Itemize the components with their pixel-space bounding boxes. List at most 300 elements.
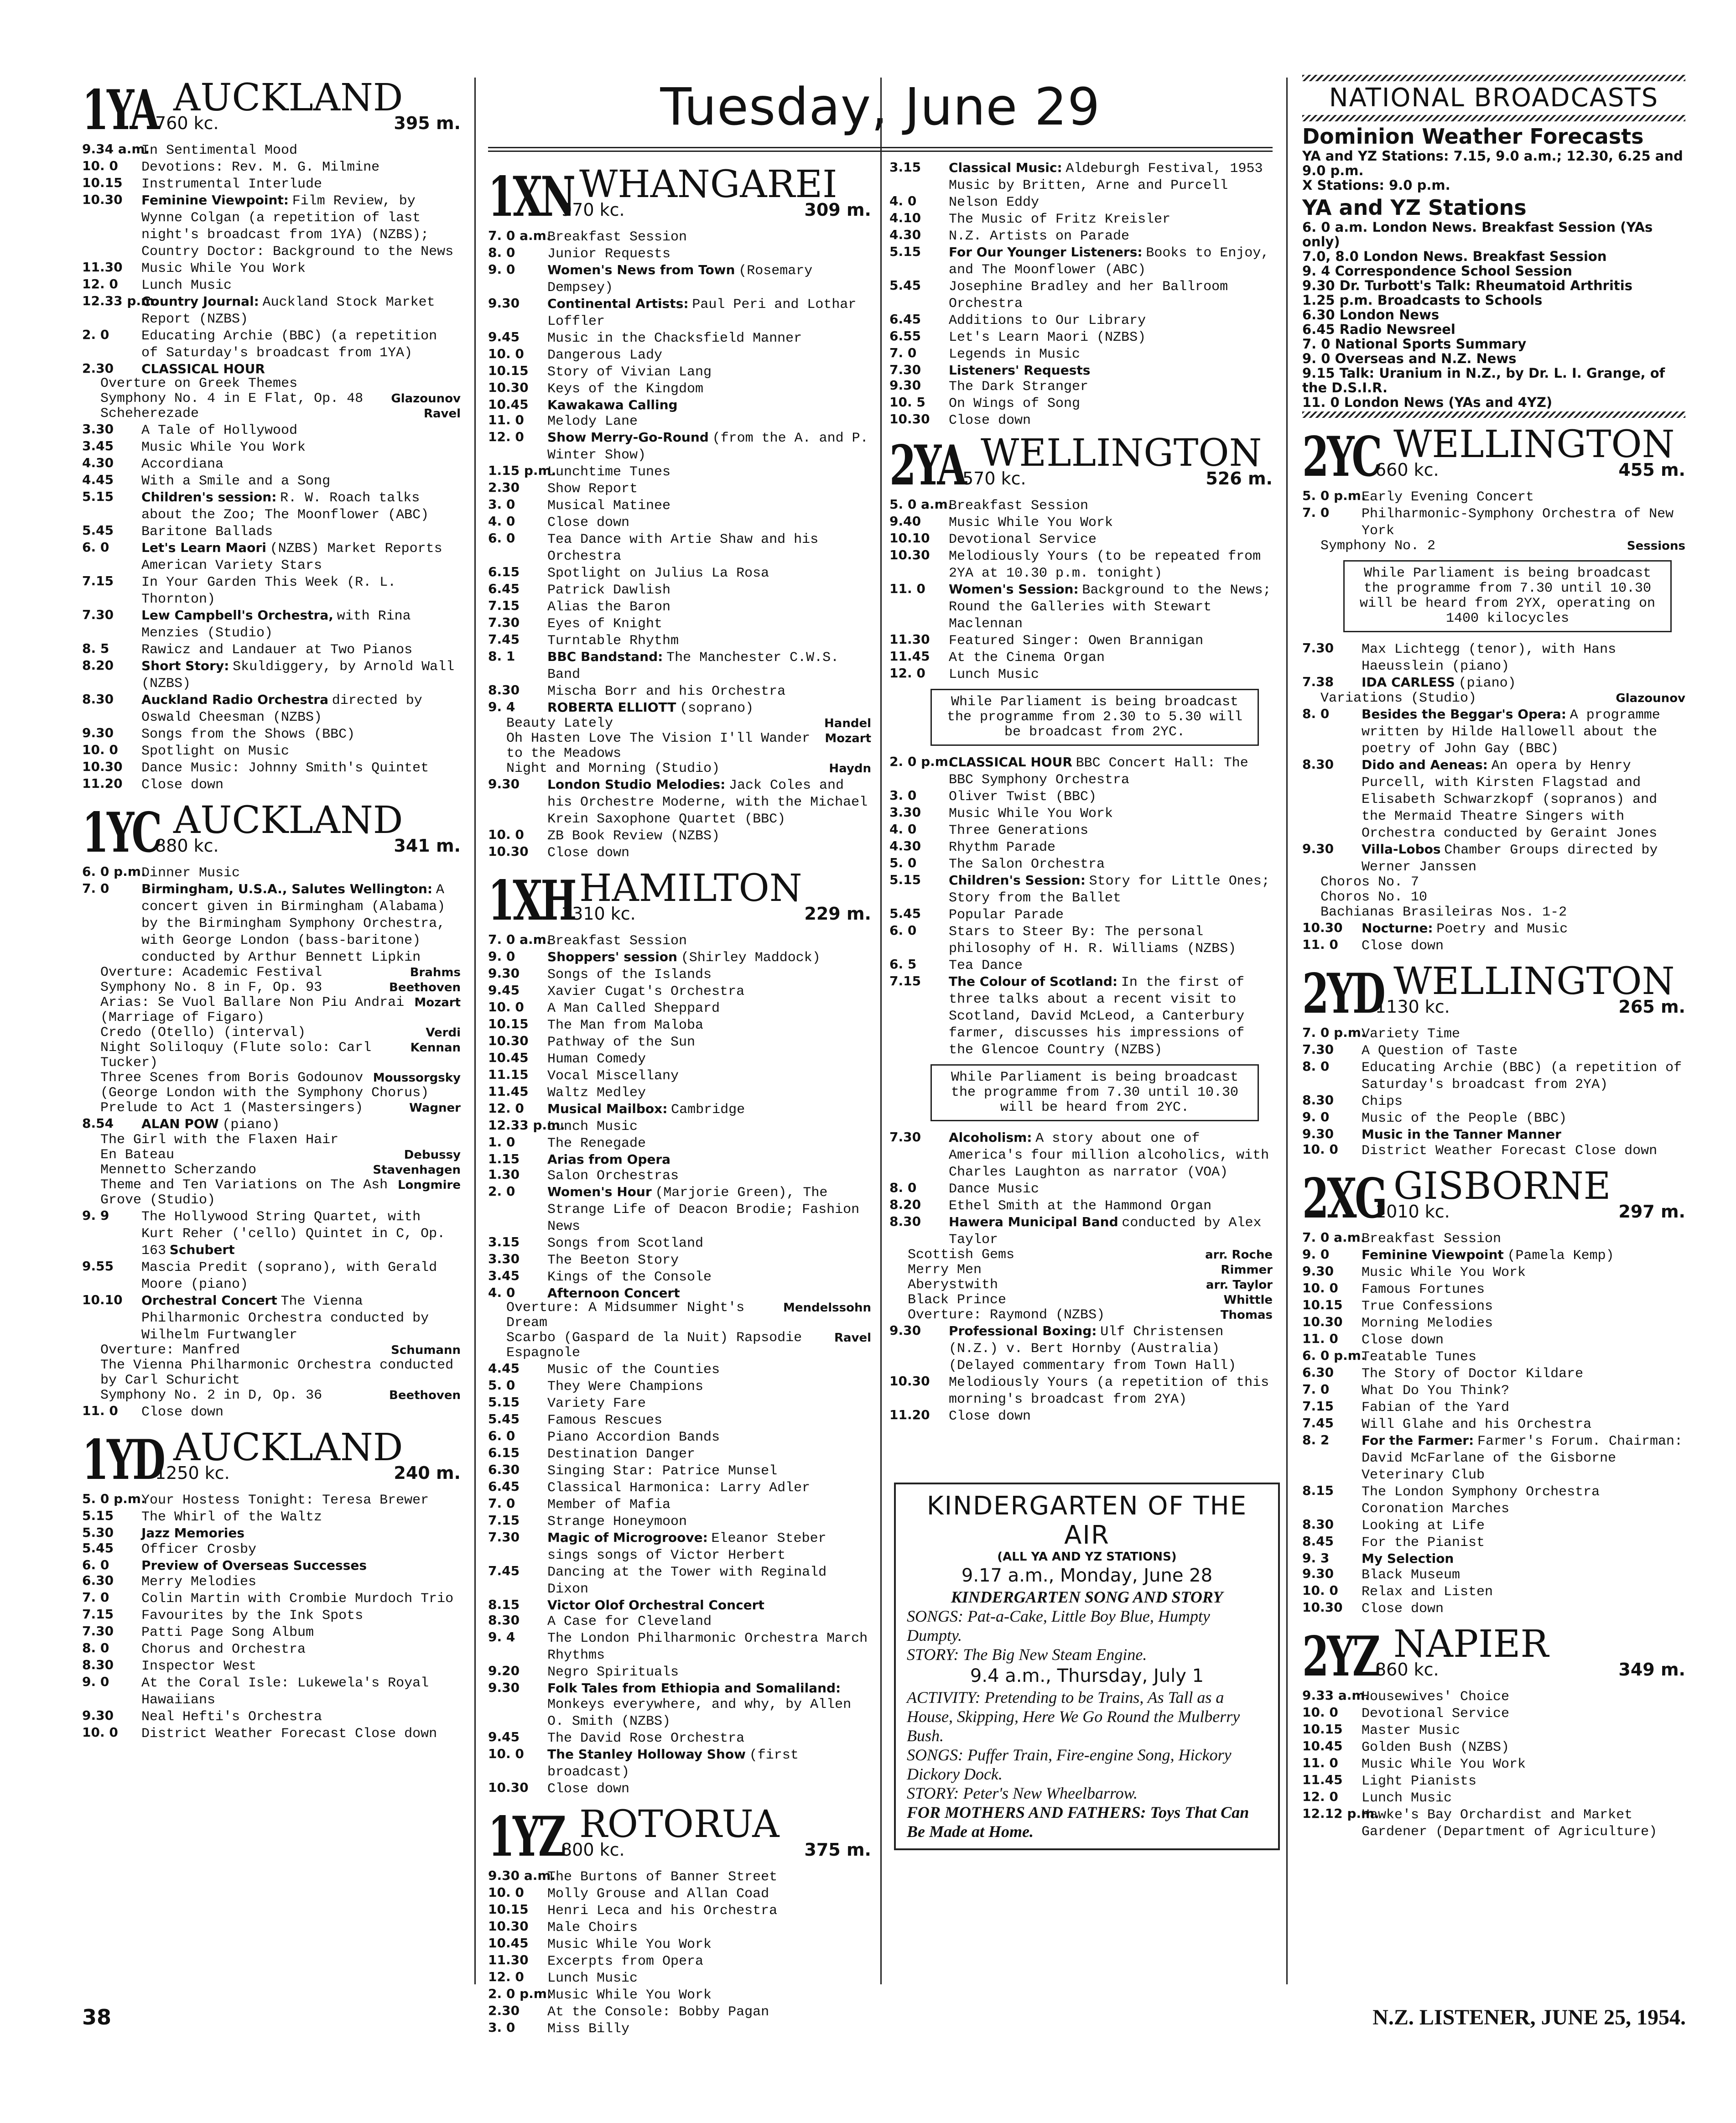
program-entry (889, 362, 1273, 378)
program-time: 6.45 (889, 312, 921, 327)
program-title: Theme and Ten Variations on The Ash Grove (Studio) (100, 1177, 388, 1208)
program-description: Featured Singer: Owen Brannigan (949, 633, 1204, 649)
program-time: 10. 0 (1302, 1280, 1338, 1296)
program-description: London News (1339, 307, 1440, 323)
program-entry (1302, 1688, 1685, 1705)
station-frequency: 760 kc. (155, 113, 219, 133)
program-description: The Salon Orchestra (949, 857, 1105, 872)
program-entry (488, 983, 871, 999)
program-entry (1302, 488, 1685, 505)
program-description: Close down (1362, 1332, 1444, 1348)
program-description: Educating Archie (BBC) (a repetition of Saturday's broadcast from 2YA) (1362, 1060, 1682, 1093)
program-entry (488, 1729, 871, 1746)
program-entry (82, 1674, 461, 1708)
program-description: Negro Spirituals (547, 1665, 679, 1680)
program-entry (488, 649, 871, 682)
station-callsign: 1YZ (488, 1805, 565, 1869)
program-time: 3. 0 (889, 788, 917, 803)
composer: Debussy (404, 1148, 461, 1162)
program-time: 7.30 (889, 1129, 921, 1145)
program-sub-line (1302, 691, 1685, 706)
program-title: Oh Hasten Love The Vision I'll Wander to the Meadows (506, 731, 811, 761)
program-description: Background to the News; Round the Galleries with Stewart Maclennan (949, 583, 1271, 632)
program-description: Alias the Baron (547, 599, 671, 615)
program-entry (1302, 1280, 1685, 1297)
program-time: 8. 5 (82, 641, 109, 656)
station-wavelength: 309 m. (804, 200, 871, 220)
kindergarten-date-1: 9.17 a.m., Monday, June 28 (961, 1565, 1213, 1586)
program-description: Songs from the Shows (BBC) (141, 727, 355, 742)
program-time: 11. 0 (1302, 395, 1340, 410)
program-title-bold: The Colour of Scotland: (949, 974, 1118, 989)
program-time: 7.15 (488, 1513, 520, 1528)
program-title-bold: Auckland Radio Orchestra (141, 692, 329, 707)
station-header (488, 1800, 871, 1868)
program-entry (889, 906, 1273, 923)
program-sub-line (488, 1301, 871, 1331)
weather-line: YA and YZ Stations: 7.15, 9.0 a.m.; 12.30, 6.25 and 9.0 p.m. (1302, 148, 1683, 178)
national-entry (1302, 337, 1685, 351)
program-entry (488, 932, 871, 949)
program-sub-line (1302, 905, 1685, 920)
program-time: 6.15 (488, 564, 520, 579)
column-rule (474, 78, 476, 1984)
program-time: 9.30 a.m. (488, 1868, 556, 1883)
program-entry (1302, 1025, 1685, 1042)
program-entry (82, 864, 461, 881)
program-entry (488, 699, 871, 716)
program-time: 10.10 (82, 1292, 123, 1307)
program-description: London News (YAs and 4YZ) (1344, 395, 1553, 410)
program-time: 11.20 (889, 1407, 930, 1422)
column-1 (82, 73, 461, 1744)
composer: Moussorgsky (373, 1071, 461, 1085)
program-description: A story about one of America's four million alcoholics, with Charles Laughton as narrator (VOA) (949, 1131, 1269, 1180)
program-description: Books to Enjoy, and The Moonflower (ABC) (949, 245, 1269, 278)
program-entry (82, 742, 461, 759)
program-time: 3.15 (889, 160, 921, 175)
program-entry (488, 1868, 871, 1885)
station-block (488, 1800, 871, 2037)
program-time: 10.15 (1302, 1722, 1343, 1737)
program-time: 11.45 (488, 1084, 529, 1099)
program-description: Dangerous Lady (547, 348, 663, 363)
program-description: Let's Learn Maori (NZBS) (949, 330, 1146, 345)
program-description: Aldeburgh Festival, 1953 Music by Britten, Arne and Purcell (949, 161, 1263, 193)
program-entry (488, 1986, 871, 2003)
program-title: Symphony No. 2 in D, Op. 36 (100, 1388, 322, 1403)
program-entry (82, 158, 461, 175)
program-time: 5. 0 a.m. (889, 497, 953, 512)
program-time: 10.30 (488, 844, 529, 859)
program-entry (82, 759, 461, 776)
program-entry (82, 421, 461, 438)
station-city: WELLINGTON (981, 432, 1262, 475)
program-entry (889, 957, 1273, 973)
program-description: A Man Called Sheppard (547, 1001, 720, 1016)
program-entry (488, 1101, 871, 1118)
page-number: 38 (82, 2005, 112, 2029)
station-block (82, 1423, 461, 1742)
national-entry (1302, 366, 1685, 395)
program-entry (82, 361, 461, 376)
program-entry (488, 296, 871, 329)
program-title: Symphony No. 4 in E Flat, Op. 48 (100, 391, 364, 406)
program-time: 7. 0 p.m. (1302, 1025, 1366, 1040)
program-description: The London Philharmonic Orchestra March Rhythms (547, 1631, 868, 1663)
program-time: 1.15 p.m. (488, 463, 556, 478)
program-time: 2. 0 (82, 327, 109, 342)
program-time: 6.30 (488, 1462, 520, 1477)
program-entry (82, 658, 461, 692)
station-frequency: 860 kc. (1375, 1660, 1439, 1680)
program-description: Music While You Work (1362, 1265, 1526, 1280)
program-description: Dancing at the Tower with Reginald Dixon (547, 1565, 827, 1597)
program-title-bold: Short Story: (141, 658, 229, 673)
program-description: Vocal Miscellany (547, 1068, 679, 1084)
station-frequency: 1310 kc. (561, 904, 636, 924)
program-sub-line (1302, 875, 1685, 890)
program-description: Breakfast Session (547, 933, 687, 949)
program-time: 6. 0 (82, 1557, 109, 1572)
program-title: En Bateau (100, 1147, 175, 1163)
program-time: 9.33 a.m. (1302, 1688, 1370, 1703)
program-title: Overture: A Midsummer Night's Dream (506, 1300, 745, 1331)
station-frequency: 970 kc. (561, 200, 625, 220)
program-title-bold: Folk Tales from Ethiopia and Somaliland: (547, 1681, 841, 1696)
program-entry (488, 1378, 871, 1395)
program-description: Chorus and Orchestra (141, 1642, 306, 1657)
kindergarten-line: SONGS: Puffer Train, Fire-engine Song, Hickory Dickory Dock. (907, 1746, 1232, 1783)
program-description: Pathway of the Sun (547, 1035, 696, 1050)
program-description: Popular Parade (949, 907, 1064, 923)
program-time: 9. 0 (1302, 1109, 1330, 1124)
program-entry (82, 1640, 461, 1657)
program-description: Miss Billy (547, 2021, 630, 2037)
program-time: 6. 0 (889, 923, 917, 938)
program-entry (82, 293, 461, 327)
program-entry (82, 1259, 461, 1292)
composer: Ravel (423, 407, 461, 421)
program-description: In the first of three talks about a recent visit to Scotland, David McLeod, a Canterbury farmer, discusses his impressions of the Glencoe Country (NZBS) (949, 975, 1245, 1058)
program-description: At the Coral Isle: Lukewela's Royal Hawaiians (141, 1676, 429, 1708)
program-entry (1302, 1109, 1685, 1126)
column-4 (1302, 73, 1685, 1842)
program-time: 1. 0 (488, 1134, 515, 1150)
program-description: Officer Crosby (141, 1542, 257, 1557)
program-description: Educating Archie (BBC) (a repetition of Saturday's broadcast from 1YA) (141, 328, 437, 361)
program-description: Breakfast Session (1362, 1231, 1502, 1247)
program-entry (82, 175, 461, 192)
composer: Glazounov (391, 392, 461, 406)
program-time: 12. 0 (889, 666, 925, 681)
program-entry (889, 227, 1273, 244)
program-description: The Vienna Philharmonic Orchestra conducted by Wilhelm Furtwangler (141, 1294, 429, 1343)
program-time: 7.45 (1302, 1415, 1334, 1431)
program-entry (82, 523, 461, 540)
program-time: 11.20 (82, 776, 123, 791)
program-description: The Story of Doctor Kildare (1362, 1366, 1584, 1382)
program-time: 9.30 (1302, 1566, 1334, 1581)
program-time: 10.15 (1302, 1297, 1343, 1312)
program-entry (82, 1708, 461, 1725)
program-description: Eleanor Steber sings songs of Victor Herbert (547, 1531, 826, 1563)
program-entry (889, 788, 1273, 805)
program-entry (1302, 1247, 1685, 1264)
program-sub-line (488, 731, 871, 761)
program-entry (889, 855, 1273, 872)
program-description: N.Z. Artists on Parade (949, 229, 1130, 244)
program-description: Josephine Bradley and her Ballroom Orchestra (949, 279, 1228, 312)
parliament-notice: While Parliament is being broadcast the programme from 7.30 until 10.30 will be heard from 2YX, operating on 1400 kilocycles (1343, 560, 1672, 632)
program-time: 10. 0 (488, 346, 524, 361)
station-city: WHANGAREI (579, 163, 837, 206)
national-entry (1302, 322, 1685, 337)
program-description: Turntable Rhythm (547, 633, 679, 649)
program-description: Instrumental Interlude (141, 177, 322, 192)
program-entry (889, 395, 1273, 411)
program-entry (1302, 640, 1685, 674)
program-entry (1302, 841, 1685, 875)
program-title: Three Scenes from Boris Godounov (100, 1070, 364, 1086)
program-time: 10. 0 (1302, 1583, 1338, 1598)
program-time: 4.10 (889, 210, 921, 225)
program-description: The Beeton Story (547, 1253, 679, 1268)
program-entry (488, 531, 871, 564)
program-time: 10.30 (488, 1919, 529, 1934)
program-description: Mascia Predit (soprano), with Gerald Moore (piano) (141, 1260, 437, 1292)
program-entry (82, 776, 461, 793)
program-entry (1302, 1483, 1685, 1517)
program-entry (889, 822, 1273, 838)
program-entry (889, 1197, 1273, 1214)
station-header (488, 160, 871, 228)
program-entry (1302, 1566, 1685, 1583)
program-time: 8.30 (82, 692, 114, 707)
program-description: On Wings of Song (949, 396, 1081, 411)
program-entry (488, 412, 871, 429)
program-description: Farmer's Forum. Chairman: David McFarlane of the Gisborne Veterinary Club (1362, 1434, 1683, 1483)
program-entry (488, 1597, 871, 1613)
program-time: 4. 0 (889, 822, 917, 837)
station-city: GISBORNE (1393, 1165, 1611, 1208)
program-entry (889, 278, 1273, 312)
program-description: Famous Rescues (547, 1413, 663, 1428)
program-description: Favourites by the Ink Spots (141, 1608, 364, 1623)
program-entry (1302, 1705, 1685, 1722)
program-description: Monkeys everywhere, and why, by Allen O. Smith (NZBS) (547, 1697, 852, 1729)
program-description: Music of the Counties (547, 1362, 720, 1378)
program-entry (488, 598, 871, 615)
program-entry (1302, 757, 1685, 841)
program-description: Film Review, by Wynne Colgan (a repetition of last night's broadcast from 1YA) (NZBS); Country Doctor: Background to the News (141, 193, 454, 260)
program-entry (488, 262, 871, 296)
program-time: 8. 0 (889, 1180, 917, 1195)
national-entry (1302, 278, 1685, 293)
kindergarten-date-2: 9.4 a.m., Thursday, July 1 (970, 1665, 1204, 1686)
station-frequency: 880 kc. (155, 836, 219, 856)
program-time: 9. 4 (1302, 263, 1331, 279)
program-time: 10.30 (488, 1780, 529, 1795)
program-description: Rawicz and Landauer at Two Pianos (141, 642, 413, 658)
program-description: The Music of Fritz Kreisler (949, 212, 1171, 227)
program-time: 3.15 (488, 1234, 520, 1249)
program-title: Mennetto Scherzando (100, 1162, 257, 1178)
program-description: Correspondence School Session (1335, 263, 1572, 279)
program-entry (1302, 1738, 1685, 1755)
program-description: Tea Dance (949, 958, 1023, 973)
program-time: 8. 0 (82, 1640, 109, 1655)
program-time: 10.30 (889, 1374, 930, 1389)
program-sub-line (82, 980, 461, 995)
program-entry (1302, 937, 1685, 954)
program-entry (1302, 1264, 1685, 1280)
program-entry (82, 1116, 461, 1133)
program-entry (1302, 1534, 1685, 1551)
program-description: (Rosemary Dempsey) (547, 263, 813, 296)
program-description: The David Rose Orchestra (547, 1731, 745, 1746)
program-description: Teatable Tunes (1362, 1349, 1477, 1365)
program-time: 9.20 (488, 1663, 520, 1678)
station-callsign: 2YA (889, 433, 965, 498)
program-entry (488, 1134, 871, 1151)
program-time: 7.45 (488, 632, 520, 647)
program-title-bold: Victor Olof Orchestral Concert (547, 1597, 764, 1613)
program-description: Kings of the Console (547, 1270, 712, 1285)
program-time: 8.54 (82, 1116, 114, 1131)
program-description: National Sports Summary (1335, 336, 1527, 352)
program-time: 8.30 (82, 1657, 114, 1672)
program-entry (488, 1613, 871, 1629)
program-entry (488, 380, 871, 397)
program-description: Music While You Work (547, 1937, 712, 1952)
program-sub-line (82, 376, 461, 391)
program-description: Skuldiggery, by Arnold Wall (NZBS) (141, 659, 455, 692)
program-entry (1302, 920, 1685, 937)
program-time: 7.45 (488, 1563, 520, 1578)
program-entry (488, 581, 871, 598)
program-title: Overture: Academic Festival (100, 965, 322, 980)
program-description: Early Evening Concert (1362, 489, 1534, 505)
composer: Mozart (825, 732, 871, 745)
program-time: 5.15 (889, 872, 921, 887)
program-entry (889, 754, 1273, 788)
station-header (82, 796, 461, 864)
program-time: 7. 0 a.m. (488, 228, 551, 243)
program-entry (1302, 505, 1685, 539)
program-title: Aberystwith (908, 1277, 998, 1293)
program-entry (1302, 1806, 1685, 1840)
program-description: Eyes of Knight (547, 616, 663, 632)
station-block (1302, 420, 1685, 954)
program-description: London News. Breakfast Session (1363, 249, 1607, 264)
program-time: 8. 0 (1302, 1059, 1330, 1074)
program-time: 8.20 (82, 658, 114, 673)
program-title-bold: Shoppers' session (547, 949, 677, 964)
program-entry (889, 872, 1273, 906)
program-time: 12. 0 (488, 1969, 524, 1984)
program-entry (1302, 706, 1685, 757)
program-entry (1302, 1583, 1685, 1600)
program-description: Keys of the Kingdom (547, 381, 704, 397)
kindergarten-title: KINDERGARTEN OF THE AIR (926, 1491, 1247, 1550)
program-entry (488, 1361, 871, 1378)
program-time: 12.33 p.m. (82, 293, 159, 308)
program-time: 9.30 (488, 966, 520, 981)
program-title-bold: For Our Younger Listeners: (949, 245, 1143, 260)
program-sub-line (82, 1071, 461, 1086)
program-entry (488, 827, 871, 844)
program-title-bold: Afternoon Concert (547, 1285, 680, 1301)
program-time: 11. 0 (1302, 1331, 1338, 1346)
composer: Beethoven (389, 1389, 461, 1402)
station-city: HAMILTON (579, 867, 802, 910)
program-time: 11.45 (889, 649, 930, 664)
program-sub-line (82, 1178, 461, 1208)
program-description: Three Generations (949, 823, 1089, 838)
program-time: 7.30 (889, 362, 921, 377)
program-description: Max Lichtegg (tenor), with Hans Haeusslein (piano) (1362, 642, 1616, 674)
program-time: 10.45 (488, 397, 529, 412)
program-time: 6.45 (1302, 322, 1335, 337)
parliament-notice: While Parliament is being broadcast the programme from 7.30 until 10.30 will be heard from 2YC. (930, 1064, 1259, 1121)
program-sub-line (82, 1358, 461, 1388)
station-frequency: 1130 kc. (1375, 997, 1450, 1017)
program-time: 6.45 (488, 581, 520, 596)
kindergarten-line: FOR MOTHERS AND FATHERS: Toys That Can Be Made at Home. (907, 1803, 1249, 1841)
program-description: Lunch Music (547, 1119, 638, 1134)
program-time: 10.30 (1302, 1314, 1343, 1329)
program-entry (488, 1952, 871, 1969)
program-time: 2. 0 p.m. (889, 754, 953, 769)
station-wavelength: 240 m. (394, 1463, 461, 1483)
ya-yz-heading: YA and YZ Stations (1302, 195, 1527, 220)
composer: Whittle (1223, 1293, 1273, 1307)
program-time: 7. 0 a.m. (1302, 1230, 1366, 1245)
program-time: 8.15 (488, 1597, 520, 1612)
program-description: (Pamela Kemp) (1507, 1248, 1614, 1264)
station-header (889, 428, 1273, 497)
program-title-bold: Kawakawa Calling (547, 397, 678, 412)
program-title-bold: Preview of Overseas Successes (141, 1558, 367, 1573)
program-title: Prelude to Act 1 (Mastersingers) (100, 1100, 364, 1116)
composer: arr. Roche (1205, 1248, 1273, 1262)
program-entry (889, 805, 1273, 822)
program-time: 8.30 (1302, 757, 1334, 772)
program-title-bold: Lew Campbell's Orchestra, (141, 608, 333, 623)
program-time: 1.15 (488, 1151, 520, 1166)
program-time: 2. 0 (488, 1184, 515, 1199)
program-entry (488, 564, 871, 581)
station-callsign: 2YD (1302, 962, 1384, 1026)
program-time: 5.45 (889, 278, 921, 293)
program-entry (82, 641, 461, 658)
composer: Schumann (391, 1343, 461, 1357)
program-sub-line (488, 716, 871, 731)
program-description: Close down (141, 777, 224, 793)
program-time: 12.33 p.m. (488, 1118, 565, 1133)
program-time: 9.30 (889, 1323, 921, 1338)
program-time: 6. 0 (82, 540, 109, 555)
program-entry (82, 1525, 461, 1540)
program-time: 6.30 (82, 1573, 114, 1588)
program-title-bold: Musical Mailbox: (547, 1101, 668, 1116)
program-description: Male Choirs (547, 1920, 638, 1936)
program-entry (1302, 1059, 1685, 1093)
program-description: BBC Concert Hall: The BBC Symphony Orchestra (949, 755, 1248, 788)
program-title: Choros No. 10 (1320, 890, 1428, 905)
program-title-bold: Women's Hour (547, 1184, 652, 1199)
